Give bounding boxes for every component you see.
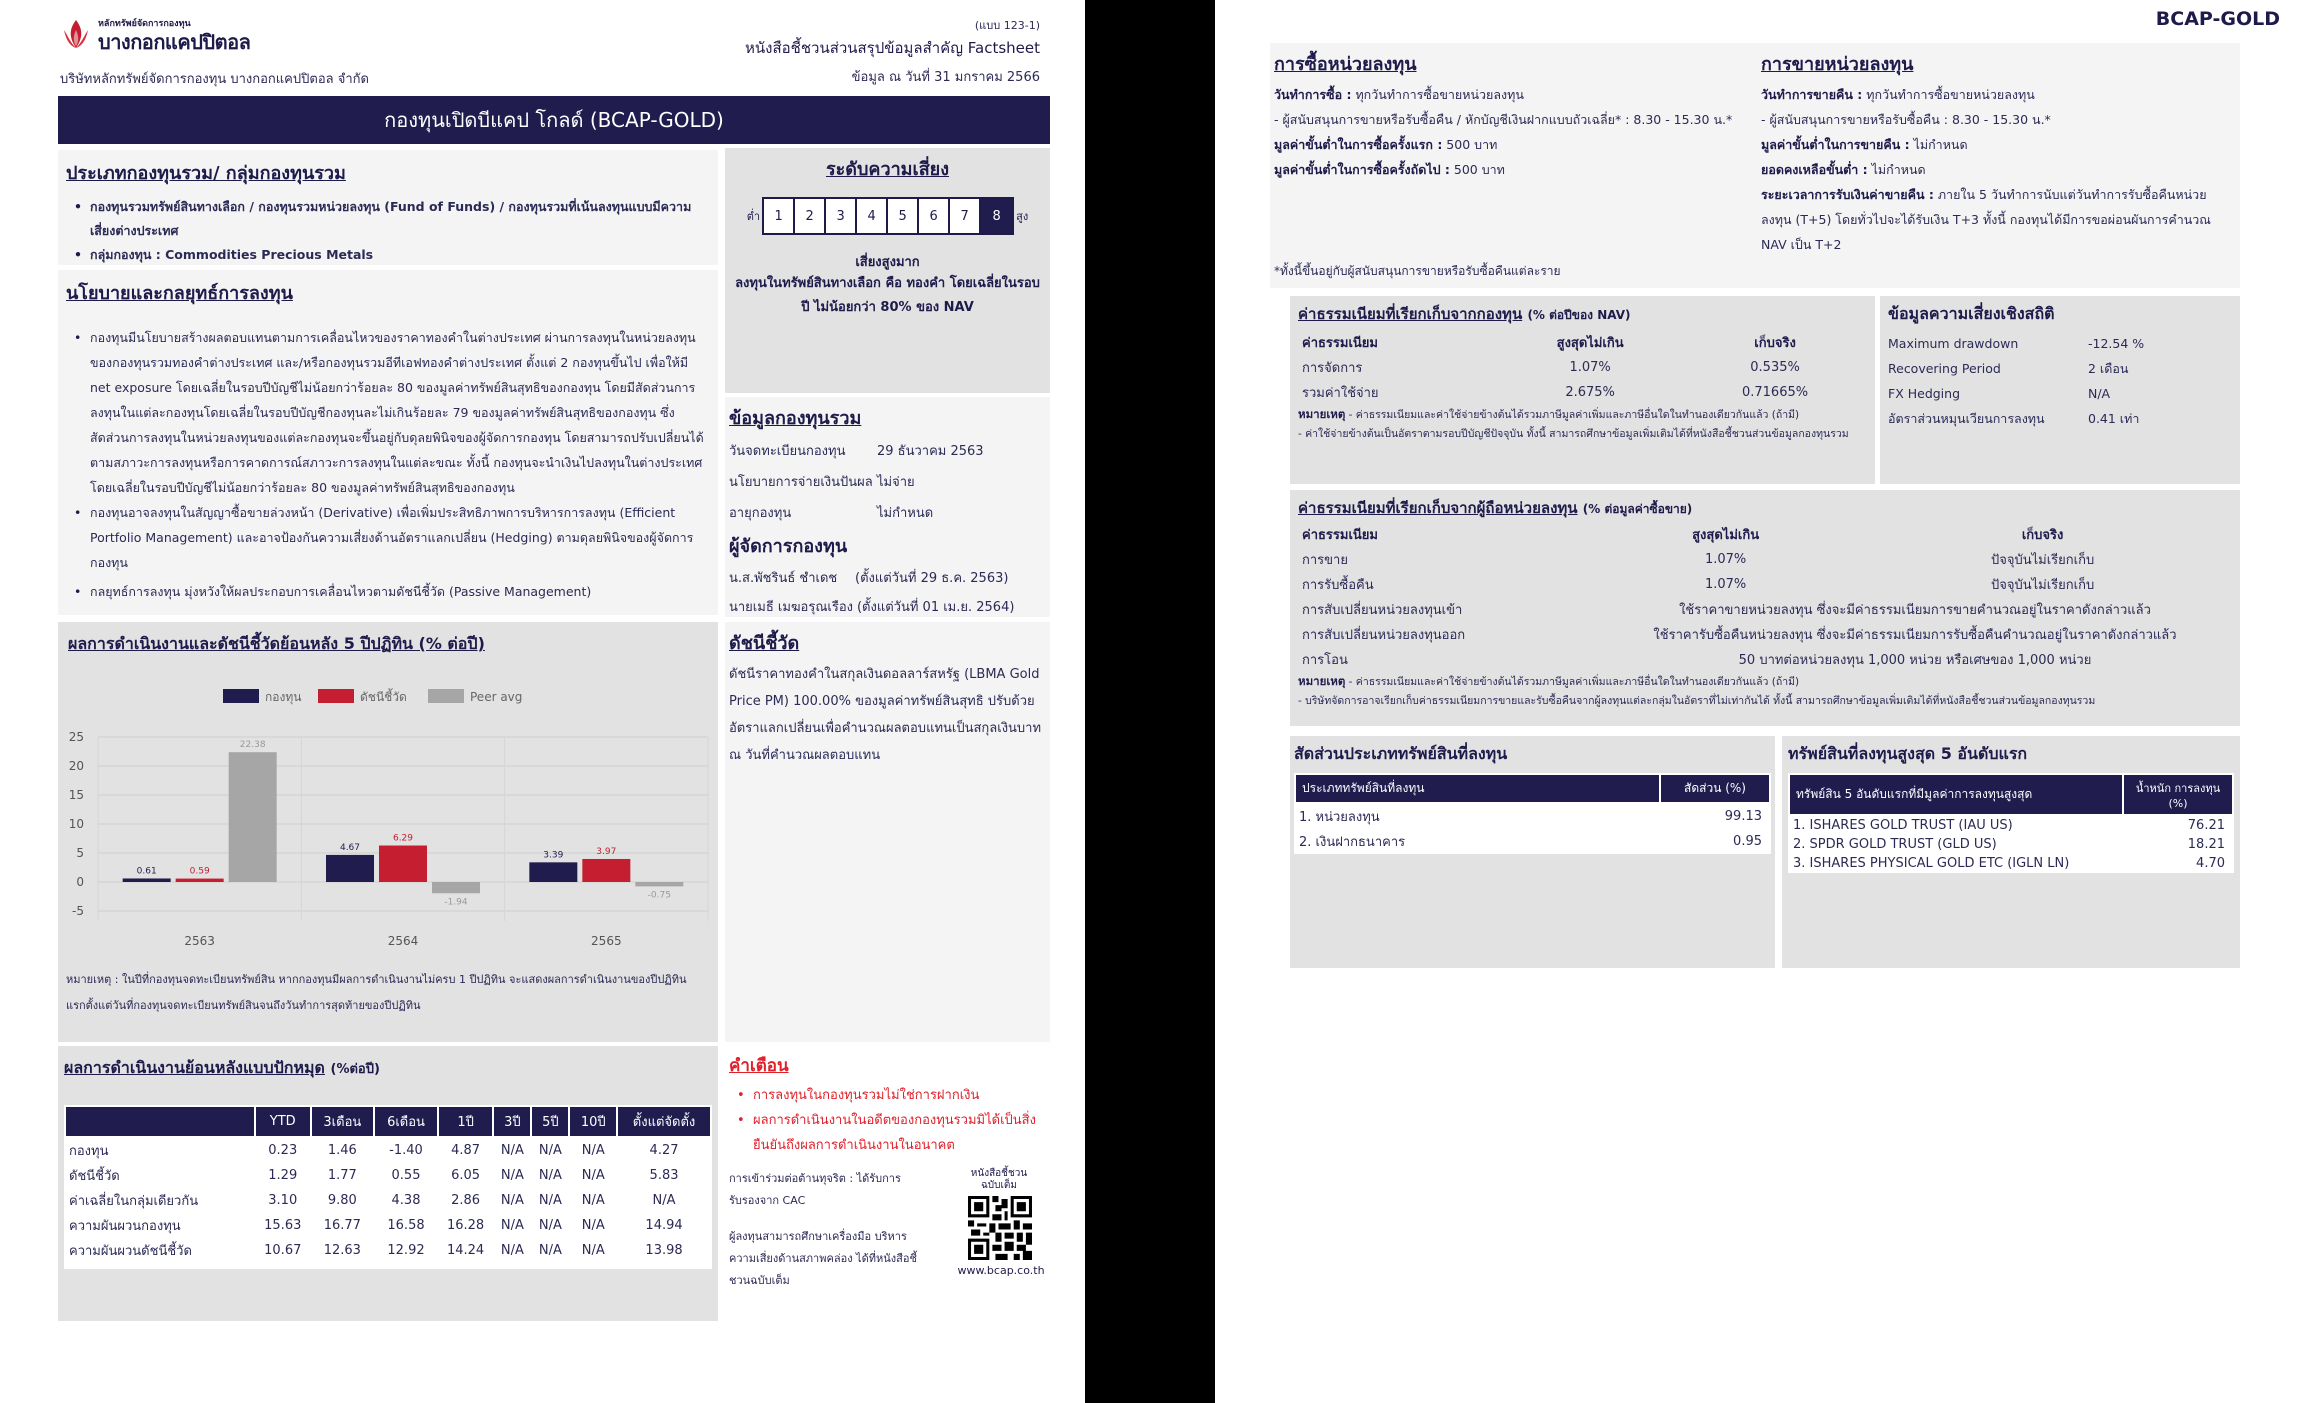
risk-title: ระดับความเสี่ยง (825, 159, 950, 180)
risk-stat-row (1888, 406, 2232, 431)
fund-manager-row (729, 564, 1046, 593)
as-of-date: ข้อมูล ณ วันที่ 31 มกราคม 2566 (851, 70, 1040, 85)
risk-level-section (725, 148, 1050, 393)
performance-chart-section (58, 622, 718, 1042)
table-row (1295, 803, 1770, 829)
cell-value: N/A (581, 1243, 605, 1258)
row-label: 2. เงินฝากธนาคาร (1299, 835, 1406, 850)
bar-value-label: 22.38 (239, 740, 266, 751)
buy-day-value: ทุกวันทำการซื้อขายหน่วยลงทุน (1351, 87, 1524, 102)
risk-level-6: 6 (919, 199, 950, 233)
bar-value-label: 4.67 (339, 842, 361, 853)
holder-fees-suffix: (% ต่อมูลค่าซื้อขาย) (1582, 502, 1693, 516)
fund-info-row (729, 498, 1046, 529)
note-label: หมายเหตุ (1298, 674, 1346, 688)
cell-value: 4.87 (451, 1143, 481, 1158)
fund-name: กองทุนเปิดบีแคป โกลด์ (BCAP-GOLD) (384, 108, 724, 132)
holding-name: 1. ISHARES GOLD TRUST (IAU US) (1793, 818, 2013, 833)
top-holdings-title: ทรัพย์สินที่ลงทุนสูงสุด 5 อันดับแรก (1788, 744, 2028, 763)
row-label: ค่าเฉลี่ยในกลุ่มเดียวกัน (69, 1194, 199, 1209)
table-row (65, 1213, 711, 1238)
risk-high-label: สูง (1016, 210, 1029, 223)
cell-value: 10.67 (264, 1243, 302, 1258)
cell-value: ปัจจุบันไม่เรียกเก็บ (1991, 553, 2095, 568)
table-row (1789, 854, 2233, 873)
table-row (1298, 647, 2232, 672)
note-label: หมายเหตุ (1298, 407, 1346, 421)
holding-name: 2. SPDR GOLD TRUST (GLD US) (1793, 837, 1997, 852)
buy-section (1274, 49, 1744, 278)
asset-allocation-section (1290, 736, 1775, 968)
asset-allocation-table (1294, 773, 1771, 854)
risk-stat-label: อัตราส่วนหมุนเวียนการลงทุน (1888, 411, 2045, 426)
row-label: การขาย (1302, 553, 1348, 568)
holder-fees-note: - ค่าธรรมเนียมและค่าใช้จ่ายข้างต้นได้รวมภาษีมูลค่าเพิ่มและภาษีอื่นใดในทำนองเดียวกันแล้ว (ถ้ามี) (1345, 676, 1800, 688)
row-label: การรับซื้อคืน (1302, 578, 1374, 593)
buy-note: *ทั้งนี้ขึ้นอยู่กับผู้สนับสนุนการขายหรือรับซื้อคืนแต่ละราย (1274, 264, 1561, 278)
table-row (1298, 547, 2232, 572)
sell-day-label: วันทำการขายคืน : (1761, 87, 1863, 102)
cell-value: 16.28 (446, 1218, 485, 1233)
cell-value: N/A (500, 1218, 524, 1233)
fund-info-section (725, 397, 1050, 617)
buy-day-label: วันทำการซื้อ : (1274, 87, 1352, 102)
cell-value: 1.29 (268, 1168, 298, 1183)
column-header: สัดส่วน (%) (1660, 774, 1770, 803)
cell-value: 15.63 (264, 1218, 302, 1233)
bar (635, 882, 683, 886)
holder-fees-note: - บริษัทจัดการอาจเรียกเก็บค่าธรรมเนียมการขายและรับซื้อคืนจากผู้ลงทุนแต่ละกลุ่มในอัตราที่ไม่เท่ากันได้ ทั้งนี้ สามารถศึกษาข้อมูลเพิ่มเติมได้ที่หนังสือชี้ชวนส่วนข้อมูลกองทุนรวม (1298, 695, 2096, 707)
holding-name: 3. ISHARES PHYSICAL GOLD ETC (IGLN LN) (1793, 856, 2070, 871)
cell-value: N/A (581, 1218, 605, 1233)
logo-small-text: หลักทรัพย์จัดการกองทุน (98, 19, 191, 29)
legend-label: กองทุน (265, 690, 302, 704)
column-header: 3เดือน (311, 1106, 375, 1137)
min-balance-value: ไม่กำหนด (1867, 162, 1926, 177)
cell-value: 1.07% (1704, 552, 1747, 567)
column-header: YTD (255, 1106, 311, 1137)
cell-value: N/A (538, 1193, 562, 1208)
bar-value-label: 0.61 (136, 866, 157, 877)
cell-value: 9.80 (327, 1193, 357, 1208)
cell-value: N/A (581, 1193, 605, 1208)
fund-manager-row (729, 593, 1046, 622)
cell-value: 0.95 (1733, 834, 1762, 849)
cell-value: 2.86 (451, 1193, 481, 1208)
manager-name: น.ส.พัชรินธ์ ชำเดช (729, 571, 838, 586)
cell-value: 76.21 (2187, 818, 2225, 833)
cell-value: 0.55 (391, 1168, 421, 1183)
bar-value-label: 0.59 (189, 866, 210, 877)
asset-allocation-title: สัดส่วนประเภททรัพย์สินที่ลงทุน (1294, 744, 1508, 763)
warning-item: • ผลการดำเนินงานในอดีตของกองทุนรวมมิได้เป็นสิ่งยืนยันถึงผลการดำเนินงานในอนาคต (753, 1108, 1046, 1158)
sell-title: การขายหน่วยลงทุน (1761, 54, 1914, 75)
y-tick-label: 25 (68, 730, 84, 744)
table-row (1789, 835, 2233, 854)
y-tick-label: 20 (68, 759, 84, 773)
column-header: 10ปี (569, 1106, 617, 1137)
column-header: 5ปี (531, 1106, 569, 1137)
bar (529, 862, 577, 882)
fund-group-item: • กลุ่มกองทุน : Commodities Precious Metals (90, 243, 710, 267)
cell-value: 12.92 (387, 1243, 425, 1258)
policy-item: • กองทุนอาจลงทุนในสัญญาซื้อขายล่วงหน้า (Derivative) เพื่อเพิ่มประสิทธิภาพการบริหารการลงทุน (Efficient Portfolio Management) และอาจป้องกันความเสี่ยงด้านอัตราแลกเปลี่ยน (Hedging) ตามดุลยพินิจของผู้จัดการกองทุน (90, 500, 710, 575)
bar (582, 859, 630, 882)
policy-item: • กลยุทธ์การลงทุน มุ่งหวังให้ผลประกอบการเคลื่อนไหวตามดัชนีชี้วัด (Passive Management) (90, 579, 710, 604)
cell-value: 1.07% (1569, 360, 1611, 375)
cell-value: 6.05 (451, 1168, 481, 1183)
row-label: ความผันผวนดัชนีชี้วัด (69, 1244, 192, 1259)
fund-info-key: วันจดทะเบียนกองทุน (729, 444, 846, 459)
risk-stat-value: -12.54 % (2088, 336, 2145, 351)
risk-label: เสี่ยงสูงมาก (855, 255, 920, 270)
min-first-buy-label: มูลค่าขั้นต่ำในการซื้อครั้งแรก : (1274, 137, 1443, 152)
column-header: เก็บจริง (1754, 336, 1796, 351)
cell-value: ใช้ราคาขายหน่วยลงทุน ซึ่งจะมีค่าธรรมเนียมการขายคำนวณอยู่ในราคาดังกล่าวแล้ว (1679, 603, 2151, 618)
fund-type-title: ประเภทกองทุนรวม/ กลุ่มกองทุนรวม (66, 163, 346, 184)
cell-value: 16.77 (323, 1218, 361, 1233)
warning-title: คำเตือน (729, 1056, 789, 1076)
cell-value: N/A (500, 1243, 524, 1258)
table-row (1298, 622, 2232, 647)
sell-day-value: ทุกวันทำการซื้อขายหน่วยลงทุน (1862, 87, 2035, 102)
performance-table (64, 1105, 712, 1263)
fund-info-value: ไม่จ่าย (877, 475, 915, 490)
sell-time: - ผู้สนับสนุนการขายหรือรับซื้อคืน : 8.30 - 15.30 น.* (1761, 112, 2051, 127)
page-divider (1085, 0, 1215, 1403)
fund-info-row (729, 436, 1046, 467)
performance-bar-chart (58, 662, 718, 992)
risk-stat-value: 2 เดือน (2088, 361, 2129, 376)
holder-fees-title: ค่าธรรมเนียมที่เรียกเก็บจากผู้ถือหน่วยลงทุน (1298, 499, 1578, 517)
cell-value: 4.27 (649, 1143, 679, 1158)
cell-value: 14.24 (446, 1243, 485, 1258)
fund-fees-note: - ค่าธรรมเนียมและค่าใช้จ่ายข้างต้นได้รวมภาษีมูลค่าเพิ่มและภาษีอื่นใดในทำนองเดียวกันแล้ว (ถ้ามี) (1345, 409, 1800, 421)
benchmark-section (725, 622, 1050, 1042)
legend-swatch (318, 689, 354, 703)
column-header: 1ปี (438, 1106, 494, 1137)
x-tick-label: 2564 (387, 934, 419, 948)
qr-code-icon[interactable] (968, 1196, 1032, 1260)
risk-description: ลงทุนในทรัพย์สินทางเลือก คือ ทองคำ โดยเฉลี่ยในรอบปี ไม่น้อยกว่า 80% ของ NAV (735, 276, 1040, 315)
row-label: ความผันผวนกองทุน (69, 1219, 181, 1234)
settlement-value: ภายใน 5 วันทำการนับแต่วันทำการรับซื้อคืนหน่วยลงทุน (T+5) โดยทั่วไปจะได้รับเงิน T+3 ทั้งนี้ กองทุนได้มีการขอผ่อนผันการคำนวณ NAV เป็น T+2 (1761, 187, 2211, 252)
bar-value-label: -1.94 (444, 897, 468, 908)
table-row (65, 1238, 711, 1263)
y-tick-label: 0 (76, 875, 84, 889)
column-header: ตั้งแต่จัดตั้ง (617, 1106, 711, 1137)
cell-value: 1.07% (1704, 577, 1747, 592)
legend-label: Peer avg (470, 690, 523, 704)
bar-value-label: 6.29 (392, 833, 414, 844)
table-row (1298, 572, 2232, 597)
risk-stat-value: 0.41 เท่า (2088, 411, 2140, 426)
bar (326, 855, 374, 882)
bar (123, 878, 171, 882)
doc-title: หนังสือชี้ชวนส่วนสรุปข้อมูลสำคัญ Factsheet (745, 39, 1040, 57)
top-holdings-section (1782, 736, 2240, 968)
risk-stat-value: N/A (2088, 386, 2111, 401)
cell-value: 1.46 (327, 1143, 357, 1158)
row-label: กองทุน (69, 1144, 109, 1159)
performance-table-section (58, 1046, 718, 1321)
column-header: 3ปี (493, 1106, 531, 1137)
row-label: ดัชนีชี้วัด (69, 1169, 120, 1184)
column-header: สูงสุดไม่เกิน (1692, 528, 1760, 543)
logo-big-text: บางกอกแคปปิตอล (98, 30, 251, 54)
manager-since: (ตั้งแต่วันที่ 29 ธ.ค. 2563) (855, 571, 1009, 586)
fund-managers-title: ผู้จัดการกองทุน (729, 536, 848, 557)
fund-info-row (729, 467, 1046, 498)
cell-value: 16.58 (387, 1218, 425, 1233)
y-tick-label: 15 (68, 788, 84, 802)
risk-level-8: 8 (981, 199, 1012, 233)
bar-value-label: 3.39 (543, 850, 564, 861)
x-tick-label: 2563 (184, 934, 215, 948)
lotus-logo-icon (60, 18, 92, 50)
risk-level-5: 5 (888, 199, 919, 233)
min-sell-value: ไม่กำหนด (1909, 137, 1968, 152)
table-row (65, 1137, 711, 1163)
cac-text: การเข้าร่วมต่อต้านทุจริต : ได้รับการรับรองจาก CAC (729, 1172, 901, 1207)
row-label: การสับเปลี่ยนหน่วยลงทุนออก (1302, 628, 1466, 643)
sell-section (1761, 49, 2231, 257)
liquidity-text: ผู้ลงทุนสามารถศึกษาเครื่องมือ บริหารความเสี่ยงด้านสภาพคล่อง ได้ที่หนังสือชี้ชวนฉบับเต็ม (729, 1230, 917, 1287)
fund-type-item: • กองทุนรวมทรัพย์สินทางเลือก / กองทุนรวมหน่วยลงทุน (Fund of Funds) / กองทุนรวมที่เน้นลงทุนแบบมีความเสี่ยงต่างประเทศ (90, 195, 710, 243)
cell-value: 99.13 (1724, 809, 1762, 824)
fund-type-section (58, 150, 718, 265)
y-tick-label: -5 (72, 904, 84, 918)
fund-info-key: อายุกองทุน (729, 506, 792, 521)
cell-value: N/A (581, 1143, 605, 1158)
risk-scale (725, 197, 1050, 235)
policy-title: นโยบายและกลยุทธ์การลงทุน (66, 283, 293, 304)
warning-section (725, 1046, 1050, 1321)
risk-stats-section (1880, 296, 2240, 484)
benchmark-text: ดัชนีราคาทองคำในสกุลเงินดอลลาร์สหรัฐ (LBMA Gold Price PM) 100.00% ของมูลค่าทรัพย์สินสุทธิ ปรับด้วยอัตราแลกเปลี่ยนเพื่อคำนวณผลตอบแทนเป็นสกุลเงินบาท ณ วันที่คำนวณผลตอบแทน (729, 667, 1042, 763)
fund-fees-section (1290, 296, 1875, 484)
fund-info-key: นโยบายการจ่ายเงินปันผล (729, 475, 873, 490)
table-row (1295, 829, 1770, 854)
bar-value-label: -0.75 (647, 890, 671, 901)
risk-level-4: 4 (857, 199, 888, 233)
policy-item: • กองทุนมีนโยบายสร้างผลตอบแทนตามการเคลื่อนไหวของราคาทองคำในต่างประเทศ ผ่านการลงทุนในหน่วยลงทุนของกองทุนรวมทองคำต่างประเทศ และ/หรือกองทุนรวมอีทีเอฟทองคำต่างประเทศ ตั้งแต่ 2 กองทุนขึ้นไป เพื่อให้มี net exposure โดยเฉลี่ยในรอบปีบัญชีไม่น้อยกว่าร้อยละ 80 ของมูลค่าทรัพย์สินสุทธิของกองทุน โดยมีสัดส่วนการลงทุนในแต่ละกองทุนโดยเฉลี่ยในรอบปีบัญชีกองทุนละไม่เกินร้อยละ 79 ของมูลค่าทรัพย์สินสุทธิของกองทุน ซึ่งสัดส่วนการลงทุนในหน่วยลงทุนของแต่ละกองทุนจะขึ้นอยู่กับดุลยพินิจของผู้จัดการกองทุน โดยสามารถปรับเปลี่ยนได้ตามสภาวะการลงทุนหรือการคาดการณ์สภาวะการลงทุนในแต่ละขณะ ทั้งนี้ กองทุนจะนำเงินไปลงทุนในต่างประเทศโดยเฉลี่ยในรอบปีบัญชีไม่น้อยกว่าร้อยละ 80 ของมูลค่าทรัพย์สินสุทธิของกองทุน (90, 325, 710, 500)
column-header (65, 1106, 255, 1137)
min-balance-label: ยอดคงเหลือขั้นต่ำ : (1761, 162, 1868, 177)
fund-code: BCAP-GOLD (2155, 8, 2280, 30)
column-header: ประเภททรัพย์สินที่ลงทุน (1295, 774, 1660, 803)
settlement-label: ระยะเวลาการรับเงินค่าขายคืน : (1761, 187, 1934, 202)
cell-value: 50 บาทต่อหน่วยลงทุน 1,000 หน่วย หรือเศษของ 1,000 หน่วย (1738, 653, 2092, 668)
holder-fees-section (1290, 490, 2240, 726)
table-row (65, 1163, 711, 1188)
cell-value: N/A (500, 1168, 524, 1183)
min-next-buy-label: มูลค่าขั้นต่ำในการซื้อครั้งถัดไป : (1274, 162, 1450, 177)
risk-level-1: 1 (764, 199, 795, 233)
table-row (1298, 355, 1867, 380)
cell-value: 3.10 (268, 1193, 298, 1208)
column-header: 6เดือน (374, 1106, 438, 1137)
table-row (65, 1188, 711, 1213)
cell-value: N/A (538, 1218, 562, 1233)
risk-stat-row (1888, 356, 2232, 381)
fund-fees-table (1298, 330, 1867, 405)
row-label: 1. หน่วยลงทุน (1299, 810, 1380, 825)
risk-stat-row (1888, 381, 2232, 406)
risk-level-3: 3 (826, 199, 857, 233)
x-tick-label: 2565 (591, 934, 622, 948)
cell-value: 4.70 (2196, 856, 2225, 871)
bar (229, 752, 277, 882)
column-header: ค่าธรรมเนียม (1302, 336, 1378, 351)
manager-since: (ตั้งแต่วันที่ 01 เม.ย. 2564) (856, 600, 1015, 615)
company-name: บริษัทหลักทรัพย์จัดการกองทุน บางกอกแคปปิตอล จำกัด (60, 72, 369, 87)
fund-banner (58, 96, 1050, 144)
bar (432, 882, 480, 893)
risk-stat-label: FX Hedging (1888, 386, 1961, 401)
fund-fees-note: - ค่าใช้จ่ายข้างต้นเป็นอัตราตามรอบปีบัญชีปัจจุบัน ทั้งนี้ สามารถศึกษาข้อมูลเพิ่มเติมได้ที่หนังสือชี้ชวนส่วนข้อมูลกองทุนรวม (1298, 428, 1849, 440)
min-sell-label: มูลค่าขั้นต่ำในการขายคืน : (1761, 137, 1910, 152)
cell-value: ปัจจุบันไม่เรียกเก็บ (1991, 578, 2095, 593)
risk-low-label: ต่ำ (746, 210, 761, 223)
cell-value: 0.71665% (1741, 385, 1809, 400)
row-label: การโอน (1302, 653, 1348, 668)
fund-info-value: ไม่กำหนด (877, 506, 934, 521)
cell-value: N/A (581, 1168, 605, 1183)
chart-note: หมายเหตุ : ในปีที่กองทุนจดทะเบียนทรัพย์สิน หากกองทุนมีผลการดำเนินงานไม่ครบ 1 ปีปฏิทิน จะแสดงผลการดำเนินงานของปีปฏิทินแรกตั้งแต่วันที่กองทุนจดทะเบียนทรัพย์สินจนถึงวันทำการสุดท้ายของปีปฏิทิน (66, 973, 687, 1012)
risk-stats-title: ข้อมูลความเสี่ยงเชิงสถิติ (1888, 304, 2055, 323)
risk-level-7: 7 (950, 199, 981, 233)
form-code: (แบบ 123-1) (974, 19, 1040, 32)
table-header-row (65, 1106, 711, 1137)
legend-swatch (223, 689, 259, 703)
legend-label: ดัชนีชี้วัด (360, 690, 407, 704)
cell-value: 4.38 (391, 1193, 421, 1208)
y-tick-label: 5 (76, 846, 84, 860)
top-holdings-table (1788, 773, 2234, 873)
risk-level-2: 2 (795, 199, 826, 233)
cell-value: N/A (652, 1193, 676, 1208)
min-first-buy-value: 500 บาท (1442, 137, 1498, 152)
manager-name: นายเมธี เมฆอรุณเรือง (729, 600, 853, 615)
column-header: ค่าธรรมเนียม (1302, 528, 1378, 543)
cell-value: N/A (538, 1143, 562, 1158)
buy-sell-section (1270, 43, 2240, 288)
holder-fees-table (1298, 522, 2232, 672)
benchmark-title: ดัชนีชี้วัด (729, 633, 800, 654)
cell-value: N/A (500, 1193, 524, 1208)
column-header: ทรัพย์สิน 5 อันดับแรกที่มีมูลค่าการลงทุนสูงสุด (1789, 774, 2123, 815)
bar (176, 879, 224, 882)
min-next-buy-value: 500 บาท (1449, 162, 1505, 177)
row-label: การจัดการ (1302, 361, 1363, 376)
cell-value: 1.77 (327, 1168, 357, 1183)
column-header: เก็บจริง (2021, 528, 2064, 543)
warning-item: • การลงทุนในกองทุนรวมไม่ใช่การฝากเงิน (753, 1083, 1046, 1108)
cell-value: -1.40 (389, 1143, 423, 1158)
risk-stat-label: Maximum drawdown (1888, 336, 2019, 351)
bar (379, 846, 427, 882)
policy-section (58, 270, 718, 615)
logo (60, 16, 280, 52)
risk-stat-row (1888, 331, 2232, 356)
column-header: น้ำหนัก การลงทุน (%) (2123, 774, 2233, 815)
buy-time: - ผู้สนับสนุนการขายหรือรับซื้อคืน / หักบัญชีเงินฝากแบบถัวเฉลี่ย* : 8.30 - 15.30 น.* (1274, 112, 1733, 127)
legend-swatch (428, 689, 464, 703)
cell-value: N/A (538, 1243, 562, 1258)
cell-value: N/A (500, 1143, 524, 1158)
chart-title: ผลการดำเนินงานและดัชนีชี้วัดย้อนหลัง 5 ปีปฏิทิน (% ต่อปี) (68, 634, 485, 653)
cell-value: 2.675% (1565, 385, 1615, 400)
fund-fees-title: ค่าธรรมเนียมที่เรียกเก็บจากกองทุน (1298, 305, 1523, 323)
perf-table-suffix: (%ต่อปี) (330, 1062, 380, 1077)
y-tick-label: 10 (68, 817, 84, 831)
cell-value: N/A (538, 1168, 562, 1183)
website-link[interactable]: www.bcap.co.th (957, 1264, 1045, 1277)
cell-value: 18.21 (2187, 837, 2225, 852)
table-row (1789, 815, 2233, 835)
column-header: สูงสุดไม่เกิน (1556, 336, 1624, 351)
row-label: รวมค่าใช้จ่าย (1302, 386, 1379, 401)
cell-value: 13.98 (645, 1243, 683, 1258)
risk-stat-label: Recovering Period (1888, 361, 2001, 376)
row-label: การสับเปลี่ยนหน่วยลงทุนเข้า (1302, 603, 1463, 618)
table-row (1298, 380, 1867, 405)
fund-info-title: ข้อมูลกองทุนรวม (729, 408, 862, 429)
cell-value: 14.94 (645, 1218, 683, 1233)
perf-table-title: ผลการดำเนินงานย้อนหลังแบบปักหมุด (64, 1058, 325, 1077)
cell-value: 5.83 (649, 1168, 679, 1183)
qr-label: หนังสือชี้ชวน ฉบับเต็ม (970, 1168, 1028, 1191)
cell-value: ใช้ราคารับซื้อคืนหน่วยลงทุน ซึ่งจะมีค่าธรรมเนียมการรับซื้อคืนคำนวณอยู่ในราคาดังกล่าวแล้ว (1653, 628, 2177, 643)
cell-value: 12.63 (323, 1243, 361, 1258)
fund-info-value: 29 ธันวาคม 2563 (877, 444, 984, 459)
cell-value: 0.535% (1750, 360, 1800, 375)
bar-value-label: 3.97 (596, 846, 617, 857)
cell-value: 0.23 (268, 1143, 298, 1158)
table-row (1298, 597, 2232, 622)
fund-fees-suffix: (% ต่อปีของ NAV) (1527, 308, 1631, 322)
buy-title: การซื้อหน่วยลงทุน (1274, 54, 1417, 75)
